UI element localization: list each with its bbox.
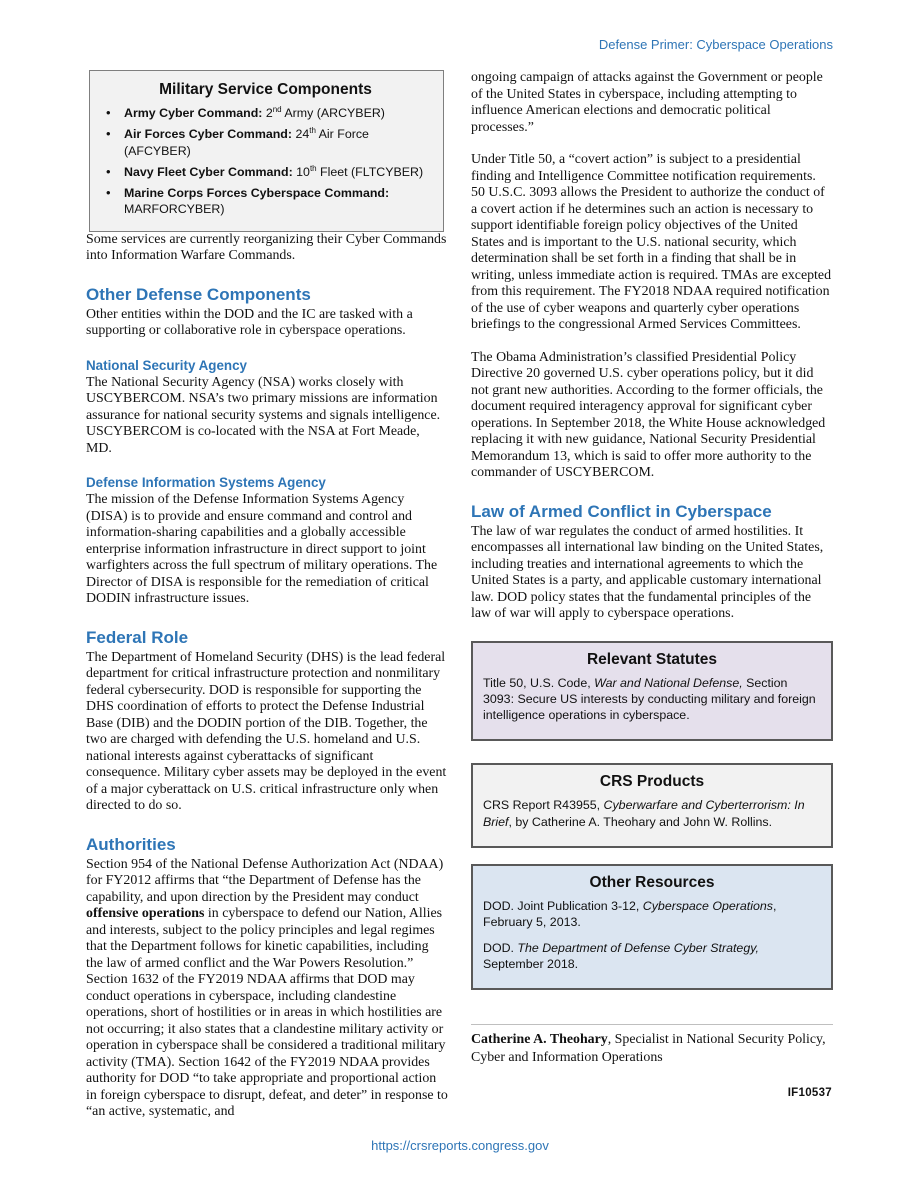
section-heading: Law of Armed Conflict in Cyberspace	[471, 501, 772, 521]
list-item	[100, 105, 431, 121]
component-text: MARFORCYBER)	[124, 202, 225, 217]
paragraph: Other entities within the DOD and the IC are tasked with a supporting or collaborative role in cyberspace operations.	[86, 306, 413, 339]
text-run: , February 5, 2013.	[483, 898, 777, 930]
component-name: Air Forces Cyber Command:	[124, 127, 292, 142]
statute-text	[483, 675, 821, 724]
ordinal-suffix: th	[309, 126, 316, 136]
section-heading: Federal Role	[86, 627, 189, 647]
text-run: Section 3093: Secure US interests by conducting military and foreign intelligence operations in cyberspace.	[483, 675, 816, 723]
divider	[471, 1024, 833, 1025]
subsection-heading: Defense Information Systems Agency	[86, 475, 326, 491]
component-text: 10	[292, 164, 310, 179]
ordinal-suffix: th	[309, 163, 317, 173]
text-run: Section 954 of the National Defense Authorization Act (NDAA) for FY2012 affirms that “the Department of Defense has the capability, and upon direction by the President may conduct	[86, 856, 444, 905]
text-run: Title 50, U.S. Code,	[483, 675, 595, 690]
paragraph: The law of war regulates the conduct of armed hostilities. It encompasses all international law binding on the United States, including treaties and international agreements to which the United States is a party, and applicable customary international law. DOD policy states that the fundamental principles of the law of war will apply to cyberspace operations.	[471, 523, 824, 621]
component-text: 24	[292, 127, 310, 142]
italic-title: War and National Defense,	[594, 675, 743, 690]
crs-product-text	[483, 797, 821, 830]
component-name: Navy Fleet Cyber Command:	[124, 164, 293, 179]
component-name: Marine Corps Forces Cyberspace Command:	[124, 186, 390, 201]
military-components-box	[89, 70, 444, 232]
text-run: , by Catherine A. Theohary and John W. Rollins.	[508, 814, 773, 829]
resource-item	[483, 898, 821, 931]
section-heading: Authorities	[86, 834, 176, 854]
italic-title: Cyberspace Operations	[642, 898, 773, 913]
paragraph: ongoing campaign of attacks against the Government or people of the United States in cyberspace, including attempting to influence American elections and democratic political processes.”	[471, 70, 823, 135]
paragraph	[86, 857, 448, 1121]
subsection-heading: National Security Agency	[86, 357, 247, 373]
text-run: September 2018.	[483, 956, 579, 971]
other-resources-box	[471, 864, 833, 990]
ordinal-suffix: nd	[272, 104, 282, 114]
paragraph: Under Title 50, a “covert action” is subject to a presidential finding and Intelligence Committee notification requirements. 50 U.S.C. 3093 allows the President to authorize the conduct of a covert action if he determines such an action is necessary to support identifiable foreign policy objectives of the United States and is important to the U.S. national security, which determination shall be set forth in a finding that shall be in writing, unless immediate action is required. TMAs are excepted from this requirement. The FY2018 NDAA required notification of the use of cyber weapons and quarterly cyber operations briefings to the congressional Armed Services Committees.	[471, 152, 832, 332]
bold-term: offensive operations	[86, 906, 205, 922]
text-run: DOD. Joint Publication 3-12,	[483, 898, 643, 913]
list-item	[100, 185, 431, 218]
running-header: Defense Primer: Cyberspace Operations	[598, 37, 833, 52]
paragraph: The National Security Agency (NSA) works closely with USCYBERCOM. NSA’s two primary missions are information assurance for national security systems and signals intelligence. USCYBERCOM is co-located with the NSA at Fort Meade, MD.	[86, 374, 441, 456]
text-run: CRS Report R43955,	[483, 798, 604, 813]
crs-products-box	[471, 763, 833, 848]
author-title: , Specialist in National Security Policy, Cyber and Information Operations	[471, 1032, 826, 1066]
resource-item	[483, 940, 821, 973]
other-resources-title: Other Resources	[589, 873, 715, 891]
component-name: Army Cyber Command:	[124, 106, 263, 120]
component-text: Army (ARCYBER)	[281, 106, 385, 120]
relevant-statutes-box	[471, 641, 833, 742]
list-item	[100, 126, 431, 159]
list-item	[100, 164, 431, 180]
component-text: Air Force (AFCYBER)	[124, 127, 369, 158]
author-name: Catherine A. Theohary	[471, 1032, 608, 1048]
crs-products-title: CRS Products	[599, 773, 705, 791]
reorg-paragraph: Some services are currently reorganizing their Cyber Commands into Information Warfare Commands.	[86, 231, 447, 264]
report-id: IF10537	[787, 1087, 832, 1099]
paragraph: The Obama Administration’s classified Presidential Policy Directive 20 governed U.S. cyber operations policy, but it did not grant new authorities. According to the former officials, the document required interagency approval for significant cyber operations. In September 2018, the White House acknowledged replacing it with new guidance, National Security Presidential Memorandum 13, which is said to offer more authority to the commander of USCYBERCOM.	[471, 349, 826, 480]
component-text: 2	[262, 106, 273, 120]
relevant-statutes-title: Relevant Statutes	[586, 650, 718, 668]
right-column	[471, 70, 833, 1067]
component-text: Fleet (FLTCYBER)	[316, 164, 424, 179]
italic-title: Cyberwarfare and Cyberterrorism: In Brief	[483, 798, 805, 829]
footer-url[interactable]: https://crsreports.congress.gov	[371, 1138, 549, 1153]
italic-title: The Department of Defense Cyber Strategy,	[517, 940, 759, 955]
military-components-title: Military Service Components	[159, 81, 372, 98]
paragraph: The mission of the Defense Information Systems Agency (DISA) is to provide and ensure command and control and information-sharing capabilities and a globally accessible enterprise information infrastructure in direct support to joint warfighters across the full spectrum of military operations. The Director of DISA is responsible for the remediation of critical DODIN infrastructure issues.	[86, 492, 438, 607]
left-column	[86, 70, 448, 1121]
section-heading: Other Defense Components	[86, 284, 311, 304]
author-line	[471, 1031, 833, 1067]
military-components-list	[100, 105, 431, 218]
paragraph: The Department of Homeland Security (DHS) is the lead federal department for critical infrastructure protection and nonmilitary federal cybersecurity. DOD is responsible for supporting the DHS coordination of efforts to protect the Defense Industrial Base (DIB) and the DODIN portion of the DIB. Together, the two are charged with defending the U.S. homeland and U.S. national interests against cyberattacks of significant consequence. Military cyber assets may be deployed in the event of a major cyberattack on U.S. critical infrastructure only when directed to do so.	[86, 649, 447, 814]
text-run: in cyberspace to defend our Nation, Allies and interests, subject to the policy principles and legal regimes that the Department follows for kinetic capabilities, including the law of armed conflict and the War Powers Resolution.” Section 1632 of the FY2019 NDAA affirms that DOD may conduct operations in cyberspace, including clandestine operations, short of hostilities or in areas in which hostilities are not occurring; it also states that a clandestine military activity or operation in cyberspace shall be considered a traditional military activity (TMA). Section 1642 of the FY2019 NDAA provides authority for DOD “to take appropriate and proportional action in foreign cyberspace to disrupt, defeat, and deter” in response to “an active, systematic, and	[86, 906, 448, 1120]
text-run: DOD.	[483, 940, 518, 955]
